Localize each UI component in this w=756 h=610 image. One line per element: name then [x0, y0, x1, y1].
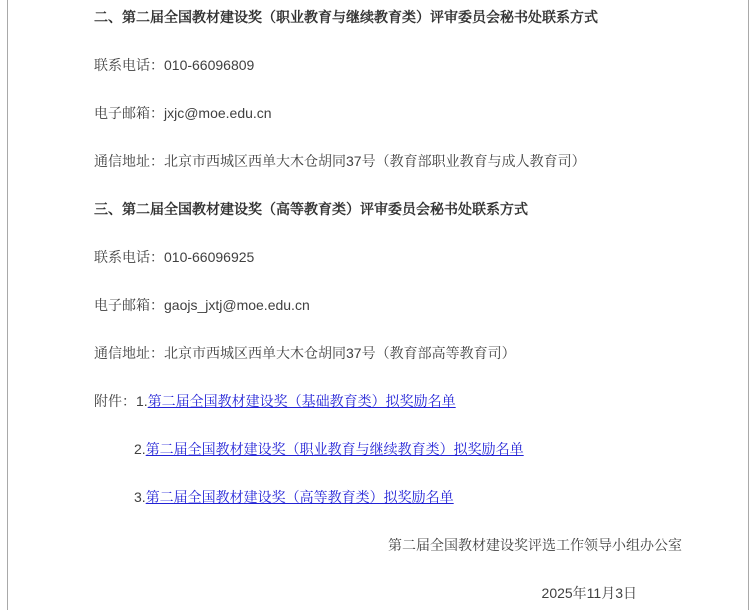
- section-3-address-line: [94, 343, 682, 363]
- signature-line: 第二届全国教材建设奖评选工作领导小组办公室: [388, 537, 682, 553]
- notice-content: [8, 0, 748, 603]
- attachment-line-3: [94, 487, 682, 507]
- attachment-link-2[interactable]: 第二届全国教材建设奖（职业教育与继续教育类）拟奖励名单: [145, 441, 524, 457]
- section-3-email-line: [94, 295, 682, 315]
- section-2-phone-line: [94, 55, 682, 75]
- attachment-line-2: [94, 439, 682, 459]
- section-2-heading: 二、第二届全国教材建设奖（职业教育与继续教育类）评审委员会秘书处联系方式: [94, 9, 598, 25]
- section-2-email-line: [94, 103, 682, 123]
- attachments-label: 附件：: [94, 393, 136, 409]
- phone-value: 010-66096809: [164, 57, 255, 73]
- attachment-link-3[interactable]: 第二届全国教材建设奖（高等教育类）拟奖励名单: [145, 489, 454, 505]
- notice-document-frame: [7, 0, 749, 610]
- phone-label: 联系电话：: [94, 249, 164, 265]
- attachment-line-1: [94, 391, 682, 411]
- email-label: 电子邮箱：: [94, 105, 164, 121]
- email-value: jxjc@moe.edu.cn: [164, 105, 272, 121]
- section-3-heading: 三、第二届全国教材建设奖（高等教育类）评审委员会秘书处联系方式: [94, 201, 528, 217]
- email-label: 电子邮箱：: [94, 297, 164, 313]
- phone-label: 联系电话：: [94, 57, 164, 73]
- address-label: 通信地址：: [94, 345, 164, 361]
- attachment-number-2: 2.: [134, 441, 146, 457]
- date-line: 2025年11月3日: [541, 585, 637, 601]
- phone-value: 010-66096925: [164, 249, 255, 265]
- email-value: gaojs_jxtj@moe.edu.cn: [164, 297, 310, 313]
- section-2-address-line: [94, 151, 682, 171]
- address-label: 通信地址：: [94, 153, 164, 169]
- address-value: 北京市西城区西单大木仓胡同37号（教育部高等教育司）: [164, 345, 516, 361]
- section-3-phone-line: [94, 247, 682, 267]
- address-value: 北京市西城区西单大木仓胡同37号（教育部职业教育与成人教育司）: [164, 153, 586, 169]
- attachment-number-3: 3.: [134, 489, 146, 505]
- attachment-link-1[interactable]: 第二届全国教材建设奖（基础教育类）拟奖励名单: [147, 393, 456, 409]
- attachment-number-1: 1.: [136, 393, 148, 409]
